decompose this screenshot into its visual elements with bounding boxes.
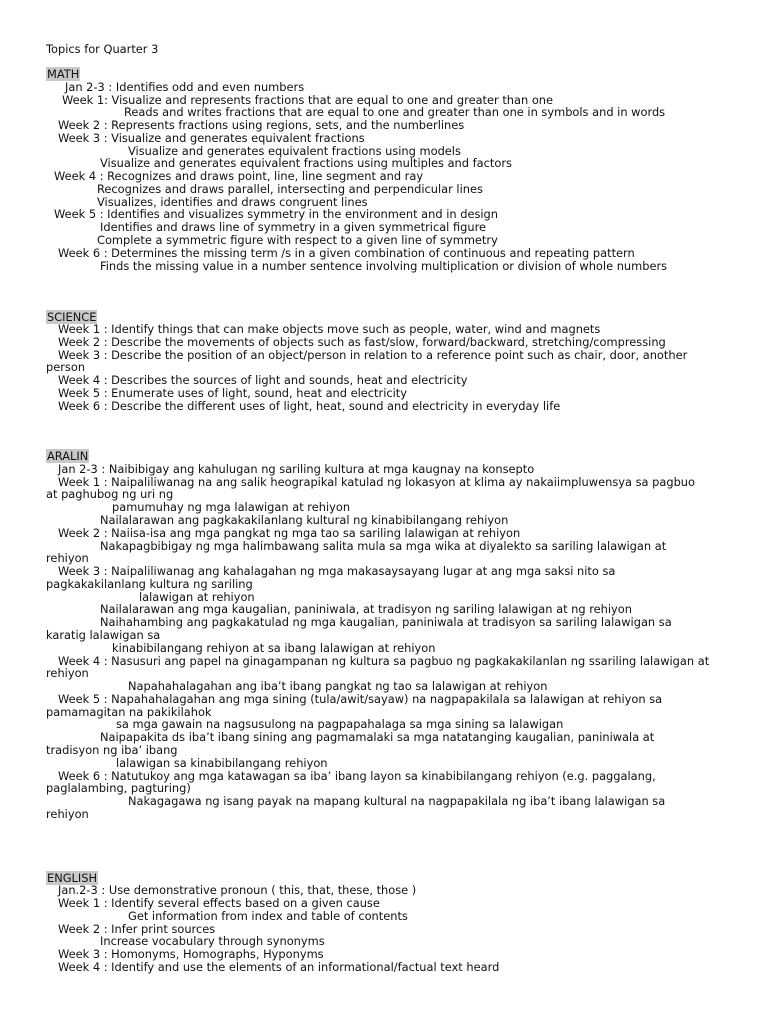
science-line: Week 1 : Identify things that can make objects move such as people, water, wind and magnets [58, 322, 601, 336]
math-line: Identifies and draws line of symmetry in a given symmetrical figure [100, 220, 487, 234]
science-line: person [46, 360, 86, 374]
science-line: Week 6 : Describe the different uses of light, heat, sound and electricity in everyday life [58, 399, 561, 413]
aralin-line: Nailalarawan ang mga kaugalian, paniniwala, at tradisyon ng sariling lalawigan at ng rehiyon [100, 602, 632, 616]
aralin-line: kinabibilangang rehiyon at sa ibang lalawigan at rehiyon [112, 641, 436, 655]
math-line: Week 6 : Determines the missing term /s in a given combination of continuous and repeating pattern [58, 246, 635, 260]
math-line: Visualizes, identifies and draws congruent lines [97, 195, 368, 209]
aralin-line: sa mga gawain na nagsusulong na pagpapahalaga sa mga sining sa lalawigan [116, 717, 564, 731]
science-line: Week 3 : Describe the position of an object/person in relation to a reference point such as chair, door, another [58, 348, 688, 362]
document-title: Topics for Quarter 3 [46, 42, 159, 56]
aralin-line: Nailalarawan ang pagkakakilanlang kultural ng kinabibilangang rehiyon [100, 513, 509, 527]
aralin-line: pagkakakilanlang kultura ng sariling [46, 577, 253, 591]
english-heading-label: ENGLISH [47, 871, 98, 885]
aralin-line: Week 5 : Napahahalagahan ang mga sining (tula/awit/sayaw) na nagpapakilala sa lalawigan at rehiyon sa [58, 692, 663, 706]
math-heading-label: MATH [47, 67, 80, 81]
math-line: Reads and writes fractions that are equal to one and greater than one in symbols and in words [124, 105, 666, 119]
english-line: Week 2 : Infer print sources [58, 922, 216, 936]
science-line: Week 5 : Enumerate uses of light, sound, heat and electricity [58, 386, 408, 400]
english-line: Week 1 : Identify several effects based on a given cause [58, 896, 380, 910]
science-heading-label: SCIENCE [47, 310, 97, 324]
aralin-line: Week 3 : Naipaliliwanag ang kahalagahan ng mga makasaysayang lugar at ang mga saksi nito sa [58, 564, 616, 578]
aralin-line: paglalambing, pagturing) [46, 781, 191, 795]
math-line: Complete a symmetric figure with respect to a given line of symmetry [97, 233, 498, 247]
math-line: Week 3 : Visualize and generates equivalent fractions [58, 131, 365, 145]
aralin-line: tradisyon ng iba’ ibang [46, 743, 178, 757]
math-line: Week 2 : Represents fractions using regions, sets, and the numberlines [58, 118, 465, 132]
science-line: Week 2 : Describe the movements of objects such as fast/slow, forward/backward, stretching/compressing [58, 335, 666, 349]
aralin-line: at paghubog ng uri ng [46, 487, 174, 501]
math-line: Week 4 : Recognizes and draws point, line, line segment and ray [54, 169, 424, 183]
aralin-line: rehiyon [46, 551, 89, 565]
aralin-line: karatig lalawigan sa [46, 628, 161, 642]
english-line: Increase vocabulary through synonyms [100, 934, 325, 948]
aralin-line: Week 4 : Nasusuri ang papel na ginagampanan ng kultura sa pagbuo ng pagkakakilanlan ng ssariling lalawigan at [58, 654, 710, 668]
math-line: Recognizes and draws parallel, intersecting and perpendicular lines [97, 182, 483, 196]
english-line: Jan.2-3 : Use demonstrative pronoun ( this, that, these, those ) [58, 883, 417, 897]
aralin-line: pamumuhay ng mga lalawigan at rehiyon [112, 500, 351, 514]
aralin-line: pamamagitan na pakikilahok [46, 705, 212, 719]
aralin-line: Nakagagawa ng isang payak na mapang kultural na nagpapakilala ng iba’t ibang lalawigan sa [128, 794, 666, 808]
science-line: Week 4 : Describes the sources of light and sounds, heat and electricity [58, 373, 468, 387]
aralin-line: Napahahalagahan ang iba’t ibang pangkat ng tao sa lalawigan at rehiyon [128, 679, 548, 693]
aralin-heading-label: ARALIN [47, 449, 89, 463]
english-line: Week 3 : Homonyms, Homographs, Hyponyms [58, 947, 324, 961]
english-line: Week 4 : Identify and use the elements of an informational/factual text heard [58, 960, 500, 974]
math-line: Visualize and generates equivalent fractions using models [128, 144, 461, 158]
math-line: Week 5 : Identifies and visualizes symmetry in the environment and in design [54, 207, 499, 221]
aralin-line: lalawigan sa kinabibilangang rehiyon [116, 756, 328, 770]
aralin-line: Naihahambing ang pagkakatulad ng mga kaugalian, paniniwala at tradisyon sa sariling lalawigan sa [100, 615, 672, 629]
aralin-line: Naipapakita ds iba’t ibang sining ang pagmamalaki sa mga natatanging kaugalian, paniniwala at [100, 730, 655, 744]
aralin-line: rehiyon [46, 666, 89, 680]
aralin-line: rehiyon [46, 807, 89, 821]
math-line: Week 1: Visualize and represents fractions that are equal to one and greater than one [62, 93, 554, 107]
math-line: Jan 2-3 : Identifies odd and even numbers [65, 80, 305, 94]
aralin-line: Week 1 : Naipaliliwanag na ang salik heograpikal katulad ng lokasyon at klima ay nakaiimpluwensya sa pagbuo [58, 475, 695, 489]
aralin-line: Week 6 : Natutukoy ang mga katawagan sa iba’ ibang layon sa kinabibilangang rehiyon (e.g. paggalang, [58, 769, 656, 783]
math-line: Finds the missing value in a number sentence involving multiplication or division of whole numbers [100, 259, 668, 273]
aralin-line: Jan 2-3 : Naibibigay ang kahulugan ng sariling kultura at mga kaugnay na konsepto [58, 462, 535, 476]
aralin-line: lalawigan at rehiyon [139, 590, 255, 604]
aralin-line: Week 2 : Naiisa-isa ang mga pangkat ng mga tao sa sariling lalawigan at rehiyon [58, 526, 521, 540]
math-line: Visualize and generates equivalent fractions using multiples and factors [100, 156, 512, 170]
english-line: Get information from index and table of contents [128, 909, 408, 923]
aralin-line: Nakapagbibigay ng mga halimbawang salita mula sa mga wika at diyalekto sa sariling lalawigan at [100, 539, 667, 553]
